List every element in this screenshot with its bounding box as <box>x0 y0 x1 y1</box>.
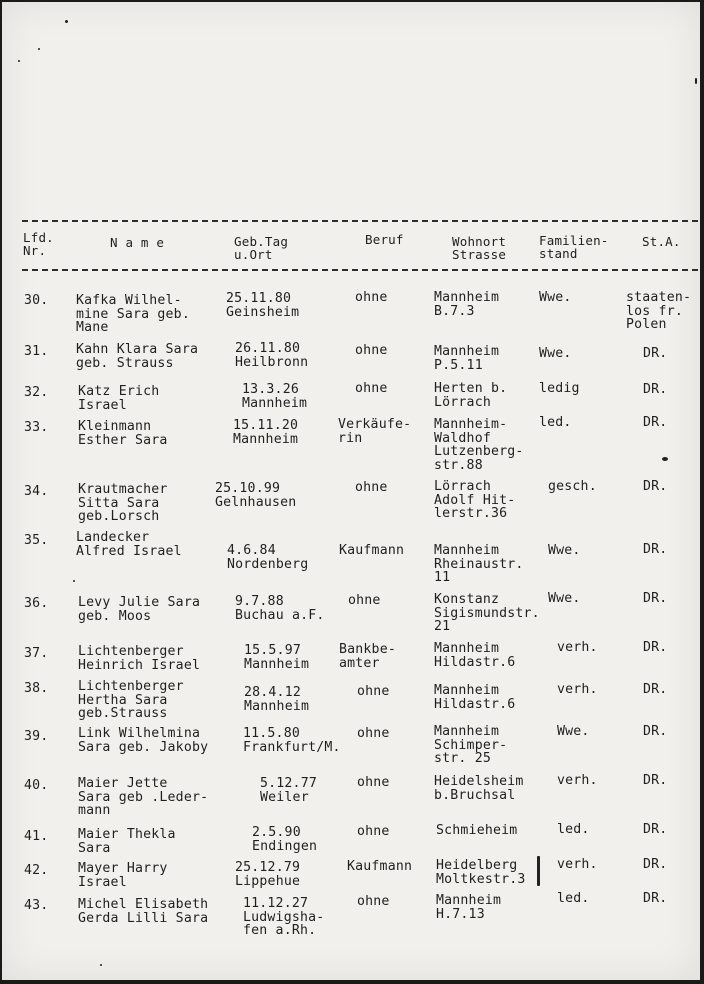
header-top-rule <box>22 220 698 222</box>
cell-name: Krautmacher Sitta Sara geb.Lorsch <box>78 482 168 525</box>
ink-speck <box>100 964 102 966</box>
cell-beruf: Kaufmann <box>347 859 413 874</box>
cell-nr: 37. <box>24 646 49 661</box>
cell-name: Maier Jette Sara geb .Leder- mann <box>78 776 209 819</box>
cell-stand: Wwe. <box>548 591 581 606</box>
cell-stand: led. <box>557 891 590 906</box>
cell-name: Lichtenberger Heinrich Israel <box>78 644 201 673</box>
cell-wohnort: Mannheim Hildastr.6 <box>434 641 516 670</box>
header-geb-tag: Geb.Tag u.Ort <box>234 234 289 263</box>
cell-wohnort: Mannheim B.7.3 <box>434 290 500 319</box>
cell-beruf: ohne <box>357 824 390 839</box>
cell-wohnort: Mannheim P.5.11 <box>434 344 500 373</box>
cell-nr: 42. <box>24 863 49 878</box>
cell-beruf: ohne <box>355 343 388 358</box>
cell-name: Maier Thekla Sara <box>78 827 176 856</box>
cell-nr: 39. <box>24 729 49 744</box>
cell-geb: 11.5.80 Frankfurt/M. <box>243 726 341 755</box>
ink-speck <box>65 20 68 23</box>
cell-geb: 9.7.88 Buchau a.F. <box>235 594 325 623</box>
cell-nr: 41. <box>24 829 49 844</box>
cell-beruf: ohne <box>357 684 390 699</box>
cell-sta: DR. <box>643 542 668 557</box>
cell-wohnort: Heidelsheim b.Bruchsal <box>434 774 524 803</box>
cell-name: Michel Elisabeth Gerda Lilli Sara <box>78 897 209 926</box>
ink-speck <box>695 78 697 84</box>
cell-wohnort: Schmieheim <box>436 823 518 838</box>
ink-mark <box>537 856 540 886</box>
ink-speck <box>18 60 20 62</box>
cell-stand: verh. <box>557 640 598 655</box>
cell-beruf: ohne <box>355 381 388 396</box>
cell-sta: DR. <box>643 479 668 494</box>
cell-sta: DR. <box>643 822 668 837</box>
cell-stand: verh. <box>557 682 598 697</box>
cell-name: Mayer Harry Israel <box>78 861 168 890</box>
cell-geb: 11.12.27 Ludwigsha- fen a.Rh. <box>243 896 325 939</box>
cell-name: Kleinmann Esther Sara <box>78 419 168 448</box>
cell-sta: DR. <box>643 773 668 788</box>
cell-beruf: ohne <box>348 593 381 608</box>
cell-wohnort: Herten b. Lörrach <box>434 381 508 410</box>
cell-sta: DR. <box>643 682 668 697</box>
header-beruf: Beruf <box>365 232 404 247</box>
cell-nr: 35. <box>24 533 49 548</box>
cell-stand: Wwe. <box>539 290 572 305</box>
header-name: N a m e <box>110 235 165 250</box>
cell-stand: Wwe. <box>548 543 581 558</box>
ink-speck <box>73 580 75 582</box>
cell-sta: DR. <box>643 346 668 361</box>
cell-nr: 40. <box>24 778 49 793</box>
cell-name: Lichtenberger Hertha Sara geb.Strauss <box>78 679 184 722</box>
cell-wohnort: Lörrach Adolf Hit- lerstr.36 <box>434 479 516 522</box>
cell-nr: 34. <box>24 484 49 499</box>
cell-stand: verh. <box>557 857 598 872</box>
cell-geb: 26.11.80 Heilbronn <box>235 341 309 370</box>
cell-beruf: ohne <box>357 894 390 909</box>
cell-nr: 43. <box>24 898 49 913</box>
cell-nr: 38. <box>24 681 49 696</box>
cell-sta: DR. <box>643 724 668 739</box>
cell-nr: 32. <box>24 385 49 400</box>
cell-stand: Wwe. <box>557 724 590 739</box>
cell-name: Kahn Klara Sara geb. Strauss <box>76 342 199 371</box>
cell-beruf: ohne <box>355 290 388 305</box>
document-page <box>2 2 700 980</box>
cell-name: Kafka Wilhel- mine Sara geb. Mane <box>76 293 190 336</box>
cell-name: Katz Erich Israel <box>78 384 160 413</box>
cell-name: Levy Julie Sara geb. Moos <box>78 595 201 624</box>
cell-geb: 5.12.77 Weiler <box>260 776 317 805</box>
cell-geb: 2.5.90 Endingen <box>252 825 318 854</box>
cell-nr: 36. <box>24 596 49 611</box>
cell-geb: 28.4.12 Mannheim <box>244 685 310 714</box>
cell-beruf: Verkäufe- rin <box>338 417 412 446</box>
cell-stand: led. <box>539 415 572 430</box>
cell-wohnort: Mannheim Hildastr.6 <box>434 683 516 712</box>
header-staatsangehoerigkeit: St.A. <box>642 234 681 249</box>
cell-stand: gesch. <box>548 479 597 494</box>
cell-wohnort: Mannheim H.7.13 <box>436 893 502 922</box>
cell-name: Landecker Alfred Israel <box>76 530 182 559</box>
cell-wohnort: Mannheim Schimper- str. 25 <box>434 724 508 767</box>
cell-geb: 25.11.80 Geinsheim <box>226 291 300 320</box>
cell-wohnort: Mannheim- Waldhof Lutzenberg- str.88 <box>434 417 524 473</box>
header-bottom-rule <box>22 269 698 271</box>
cell-wohnort: Konstanz Sigismundstr. 21 <box>434 592 540 635</box>
cell-stand: led. <box>557 822 590 837</box>
cell-geb: 13.3.26 Mannheim <box>242 382 308 411</box>
cell-nr: 33. <box>24 420 49 435</box>
cell-geb: 25.12.79 Lippehue <box>235 860 301 889</box>
cell-sta: DR. <box>643 857 668 872</box>
cell-beruf: Bankbe- amter <box>339 642 396 671</box>
header-wohnort: Wohnort Strasse <box>452 234 507 263</box>
ink-speck <box>662 457 668 461</box>
cell-sta: staaten- los fr. Polen <box>626 290 692 333</box>
cell-sta: DR. <box>643 415 668 430</box>
cell-geb: 15.5.97 Mannheim <box>244 643 310 672</box>
cell-geb: 4.6.84 Nordenberg <box>227 543 309 572</box>
cell-geb: 25.10.99 Gelnhausen <box>215 481 297 510</box>
cell-name: Link Wilhelmina Sara geb. Jakoby <box>78 726 209 755</box>
cell-beruf: ohne <box>357 775 390 790</box>
cell-beruf: ohne <box>357 726 390 741</box>
cell-beruf: Kaufmann <box>339 543 405 558</box>
header-lfd-nr: Lfd. Nr. <box>23 230 54 259</box>
cell-nr: 30. <box>24 293 49 308</box>
cell-sta: DR. <box>643 640 668 655</box>
cell-stand: ledig <box>539 381 580 396</box>
cell-stand: Wwe. <box>539 346 572 361</box>
header-familienstand: Familien- stand <box>539 233 609 262</box>
cell-sta: DR. <box>643 382 668 397</box>
ink-speck <box>38 48 40 50</box>
cell-stand: verh. <box>557 773 598 788</box>
cell-sta: DR. <box>643 591 668 606</box>
cell-nr: 31. <box>24 344 49 359</box>
cell-wohnort: Mannheim Rheinaustr. 11 <box>434 543 524 586</box>
cell-geb: 15.11.20 Mannheim <box>233 418 299 447</box>
cell-sta: DR. <box>643 891 668 906</box>
cell-wohnort: Heidelberg Moltkestr.3 <box>436 858 526 887</box>
cell-beruf: ohne <box>355 480 388 495</box>
